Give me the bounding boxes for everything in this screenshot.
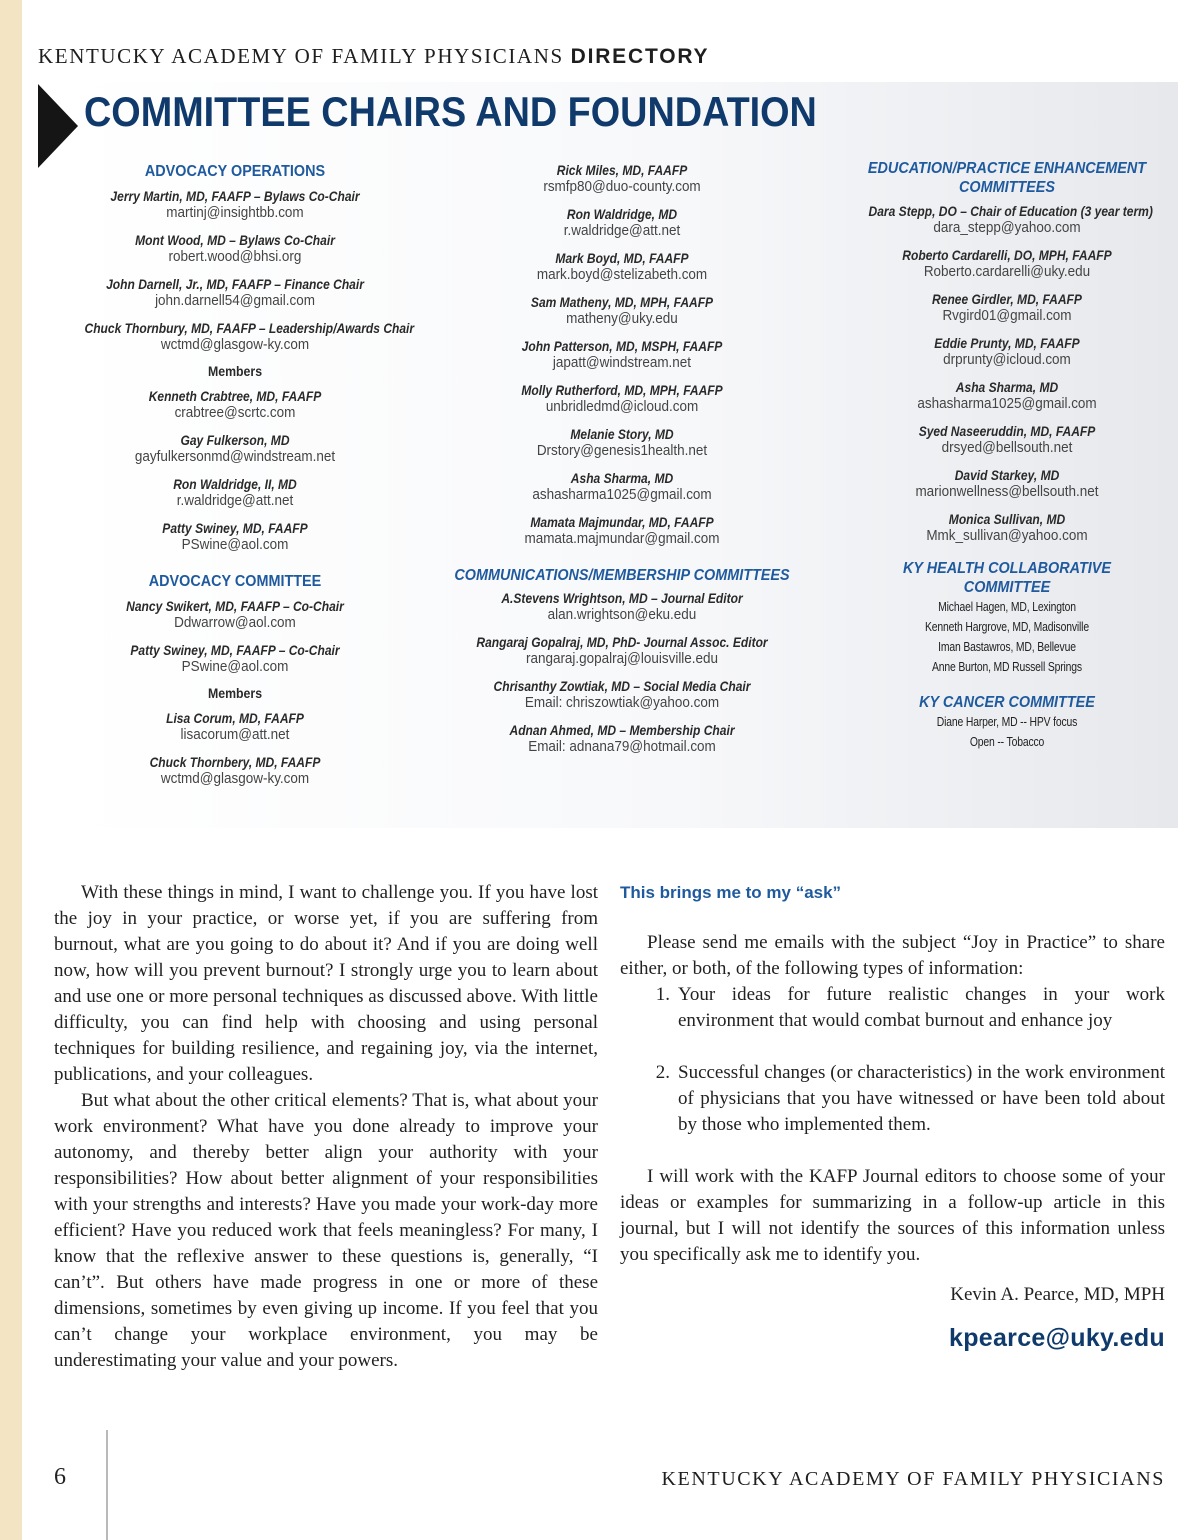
member-email[interactable]: matheny@uky.edu	[566, 311, 678, 327]
person-name: Chrisanthy Zowtiak, MD – Social Media Chair	[493, 678, 751, 694]
member-email[interactable]: mamata.majmundar@gmail.com	[524, 531, 720, 547]
member-name: Mamata Majmundar, MD, FAAFP	[530, 514, 714, 530]
member-email[interactable]: Drstory@genesis1health.net	[536, 443, 708, 459]
chair-name: John Darnell, Jr., MD, FAAFP – Finance Chair	[106, 276, 364, 292]
person-email[interactable]: Roberto.cardarelli@uky.edu	[923, 264, 1091, 280]
person-email[interactable]: Rvgird01@gmail.com	[942, 308, 1072, 324]
chair-email[interactable]: martinj@insightbb.com	[166, 205, 304, 221]
chair-name: Chuck Thornbury, MD, FAAFP – Leadership/Awards Chair	[84, 320, 415, 336]
chair-email[interactable]: robert.wood@bhsi.org	[168, 249, 302, 265]
person-email[interactable]: marionwellness@bellsouth.net	[915, 484, 1099, 500]
member-email[interactable]: crabtree@scrtc.com	[174, 405, 296, 421]
person-name: David Starkey, MD	[954, 467, 1060, 483]
person-name: Roberto Cardarelli, DO, MPH, FAAFP	[902, 247, 1112, 263]
member-name: Sam Matheny, MD, MPH, FAAFP	[530, 294, 714, 310]
person-name: Renee Girdler, MD, FAAFP	[932, 291, 1082, 307]
header-org-name: KENTUCKY ACADEMY OF FAMILY PHYSICIANS	[38, 44, 564, 68]
list-number: 2.	[655, 1062, 670, 1083]
person-email[interactable]: dara_stepp@yahoo.com	[933, 220, 1081, 236]
member-email[interactable]: r.waldridge@att.net	[176, 493, 294, 509]
person-email[interactable]: Email: chriszowtiak@yahoo.com	[524, 695, 720, 711]
member-email[interactable]: unbridledmd@icloud.com	[545, 399, 699, 415]
article-paragraph: But what about the other critical elements? That is, what about your work environment? What have you done already to improve your autonomy, and thereby better align your authority with your responsibilities? How about better alignment of your responsibilities with your strengths and interests? Have you made your work-day more efficient? Have you reduced work that feels meaningless? For many, I know that the reflexive answer to these questions is, generally, “I can’t”. But others have made progress in one or more of these dimensions, sometimes by even giving up income. If you feel that you can’t change your workplace environment, you may be underestimating your value and your powers.	[54, 1090, 598, 1371]
closing-paragraph: I will work with the KAFP Journal editors to choose some of your ideas or examples for summarizing in a follow-up article in this journal, but I will not identify the sources of this information unless you specifically ask me to identify you.	[620, 1166, 1165, 1265]
chair-name: Nancy Swikert, MD, FAAFP – Co-Chair	[126, 598, 344, 614]
person-name: Dara Stepp, DO – Chair of Education (3 year term)	[868, 203, 1153, 219]
person-email[interactable]: alan.wrightson@eku.edu	[547, 607, 697, 623]
member-name: Molly Rutherford, MD, MPH, FAAFP	[521, 382, 723, 398]
title-arrow-icon	[38, 84, 78, 168]
chair-email[interactable]: wctmd@glasgow-ky.com	[160, 337, 310, 353]
education-heading-line2: COMMITTEES	[958, 179, 1055, 196]
page-title: COMMITTEE CHAIRS AND FOUNDATION	[84, 88, 817, 135]
ky-cancer-member: Diane Harper, MD -- HPV focus	[936, 714, 1078, 729]
running-header	[38, 44, 709, 69]
chair-name: Jerry Martin, MD, FAAFP – Bylaws Co-Chair	[110, 188, 360, 204]
margin-color-stripe	[0, 0, 22, 1540]
member-email[interactable]: PSwine@aol.com	[181, 537, 289, 553]
member-name: Ron Waldridge, II, MD	[173, 476, 297, 492]
ky-health-member: Kenneth Hargrove, MD, Madisonville	[925, 619, 1089, 634]
chair-name: Mont Wood, MD – Bylaws Co-Chair	[135, 232, 335, 248]
ky-health-member: Iman Bastawros, MD, Bellevue	[938, 639, 1076, 654]
page-number: 6	[54, 1464, 66, 1490]
ask-heading: This brings me to my “ask”	[620, 883, 842, 902]
article-paragraph: With these things in mind, I want to challenge you. If you have lost the joy in your practice, or worse yet, if you are suffering from burnout, what are you going to do about it? And if you are doing well now, how will you prevent burnout? I strongly urge you to learn about and use one or more personal techniques as discussed above. With little difficulty, you can find help with choosing and using personal techniques for building resilience, and regaining joy, via the internet, publications, and your colleagues.	[54, 882, 598, 1085]
person-email[interactable]: ashasharma1025@gmail.com	[917, 396, 1097, 412]
column-education-ky	[846, 159, 1168, 752]
list-number: 1.	[655, 984, 670, 1005]
education-heading	[862, 159, 1152, 197]
ask-intro: Please send me emails with the subject “Joy in Practice” to share either, or both, of the following types of information:	[620, 932, 1165, 979]
member-name: Patty Swiney, MD, FAAFP	[162, 520, 308, 536]
person-name: Rangaraj Gopalraj, MD, PhD- Journal Assoc. Editor	[476, 634, 768, 650]
list-text: Successful changes (or characteristics) in the work environment of physicians that you have witnessed or have been told about by those who implemented them.	[678, 1062, 1165, 1135]
member-email[interactable]: r.waldridge@att.net	[563, 223, 681, 239]
person-email[interactable]: drprunty@icloud.com	[943, 352, 1071, 368]
column-members-communications	[432, 161, 812, 765]
member-name: John Patterson, MD, MSPH, FAAFP	[521, 338, 723, 354]
column-advocacy	[60, 162, 415, 797]
chair-email[interactable]: Ddwarrow@aol.com	[174, 615, 296, 631]
person-name: Eddie Prunty, MD, FAAFP	[934, 335, 1080, 351]
education-heading-line1: EDUCATION/PRACTICE ENHANCEMENT	[867, 160, 1147, 177]
person-name: Monica Sullivan, MD	[948, 511, 1066, 527]
member-email[interactable]: gayfulkersonmd@windstream.net	[134, 449, 336, 465]
ky-cancer-heading: KY CANCER COMMITTEE	[919, 694, 1095, 711]
article-left-column	[54, 880, 598, 1374]
member-name: Gay Fulkerson, MD	[180, 432, 290, 448]
member-name: Ron Waldridge, MD	[566, 206, 678, 222]
ky-cancer-member: Open -- Tobacco	[969, 734, 1045, 749]
member-name: Asha Sharma, MD	[570, 470, 674, 486]
ky-health-member: Anne Burton, MD Russell Springs	[932, 659, 1082, 674]
communications-heading: COMMUNICATIONS/MEMBERSHIP COMMITTEES	[454, 567, 790, 584]
ask-list-item	[620, 1060, 1165, 1138]
person-email[interactable]: Email: adnana79@hotmail.com	[528, 739, 716, 755]
ask-list-item	[620, 982, 1165, 1034]
member-email[interactable]: ashasharma1025@gmail.com	[532, 487, 712, 503]
person-name: Asha Sharma, MD	[955, 379, 1059, 395]
chair-email[interactable]: PSwine@aol.com	[181, 659, 289, 675]
member-email[interactable]: rsmfp80@duo-county.com	[543, 179, 701, 195]
person-email[interactable]: drsyed@bellsouth.net	[941, 440, 1073, 456]
author-email[interactable]: kpearce@uky.edu	[948, 1324, 1165, 1352]
member-name: Rick Miles, MD, FAAFP	[556, 162, 688, 178]
article-right-column	[620, 880, 1165, 1353]
header-section-label: DIRECTORY	[570, 45, 710, 68]
member-name: Kenneth Crabtree, MD, FAAFP	[148, 388, 322, 404]
chair-name: Patty Swiney, MD, FAAFP – Co-Chair	[130, 642, 340, 658]
chair-email[interactable]: john.darnell54@gmail.com	[155, 293, 315, 309]
member-name: Chuck Thornbery, MD, FAAFP	[149, 754, 321, 770]
advocacy-committee-heading: ADVOCACY COMMITTEE	[148, 573, 322, 590]
member-name: Melanie Story, MD	[570, 426, 674, 442]
advocacy-operations-heading: ADVOCACY OPERATIONS	[144, 163, 326, 180]
member-email[interactable]: japatt@windstream.net	[552, 355, 692, 371]
ky-health-member: Michael Hagen, MD, Lexington	[938, 599, 1076, 614]
member-email[interactable]: mark.boyd@stelizabeth.com	[536, 267, 708, 283]
person-email[interactable]: Mmk_sullivan@yahoo.com	[926, 528, 1088, 544]
list-text: Your ideas for future realistic changes in your work environment that would combat burnout and enhance joy	[678, 984, 1165, 1031]
footer-title: KENTUCKY ACADEMY OF FAMILY PHYSICIANS	[661, 1468, 1165, 1490]
author-signature: Kevin A. Pearce, MD, MPH	[950, 1284, 1165, 1305]
person-name: Adnan Ahmed, MD – Membership Chair	[509, 722, 735, 738]
members-label: Members	[207, 363, 263, 379]
member-email[interactable]: lisacorum@att.net	[180, 727, 290, 743]
person-email[interactable]: rangaraj.gopalraj@louisville.edu	[525, 651, 719, 667]
footer-divider	[106, 1430, 108, 1540]
members-label: Members	[207, 685, 263, 701]
person-name: A.Stevens Wrightson, MD – Journal Editor	[501, 590, 743, 606]
ky-health-heading: KY HEALTH COLLABORATIVE COMMITTEE	[902, 560, 1111, 596]
member-email[interactable]: wctmd@glasgow-ky.com	[160, 771, 310, 787]
member-name: Mark Boyd, MD, FAAFP	[555, 250, 689, 266]
member-name: Lisa Corum, MD, FAAFP	[166, 710, 304, 726]
person-name: Syed Naseeruddin, MD, FAAFP	[918, 423, 1096, 439]
